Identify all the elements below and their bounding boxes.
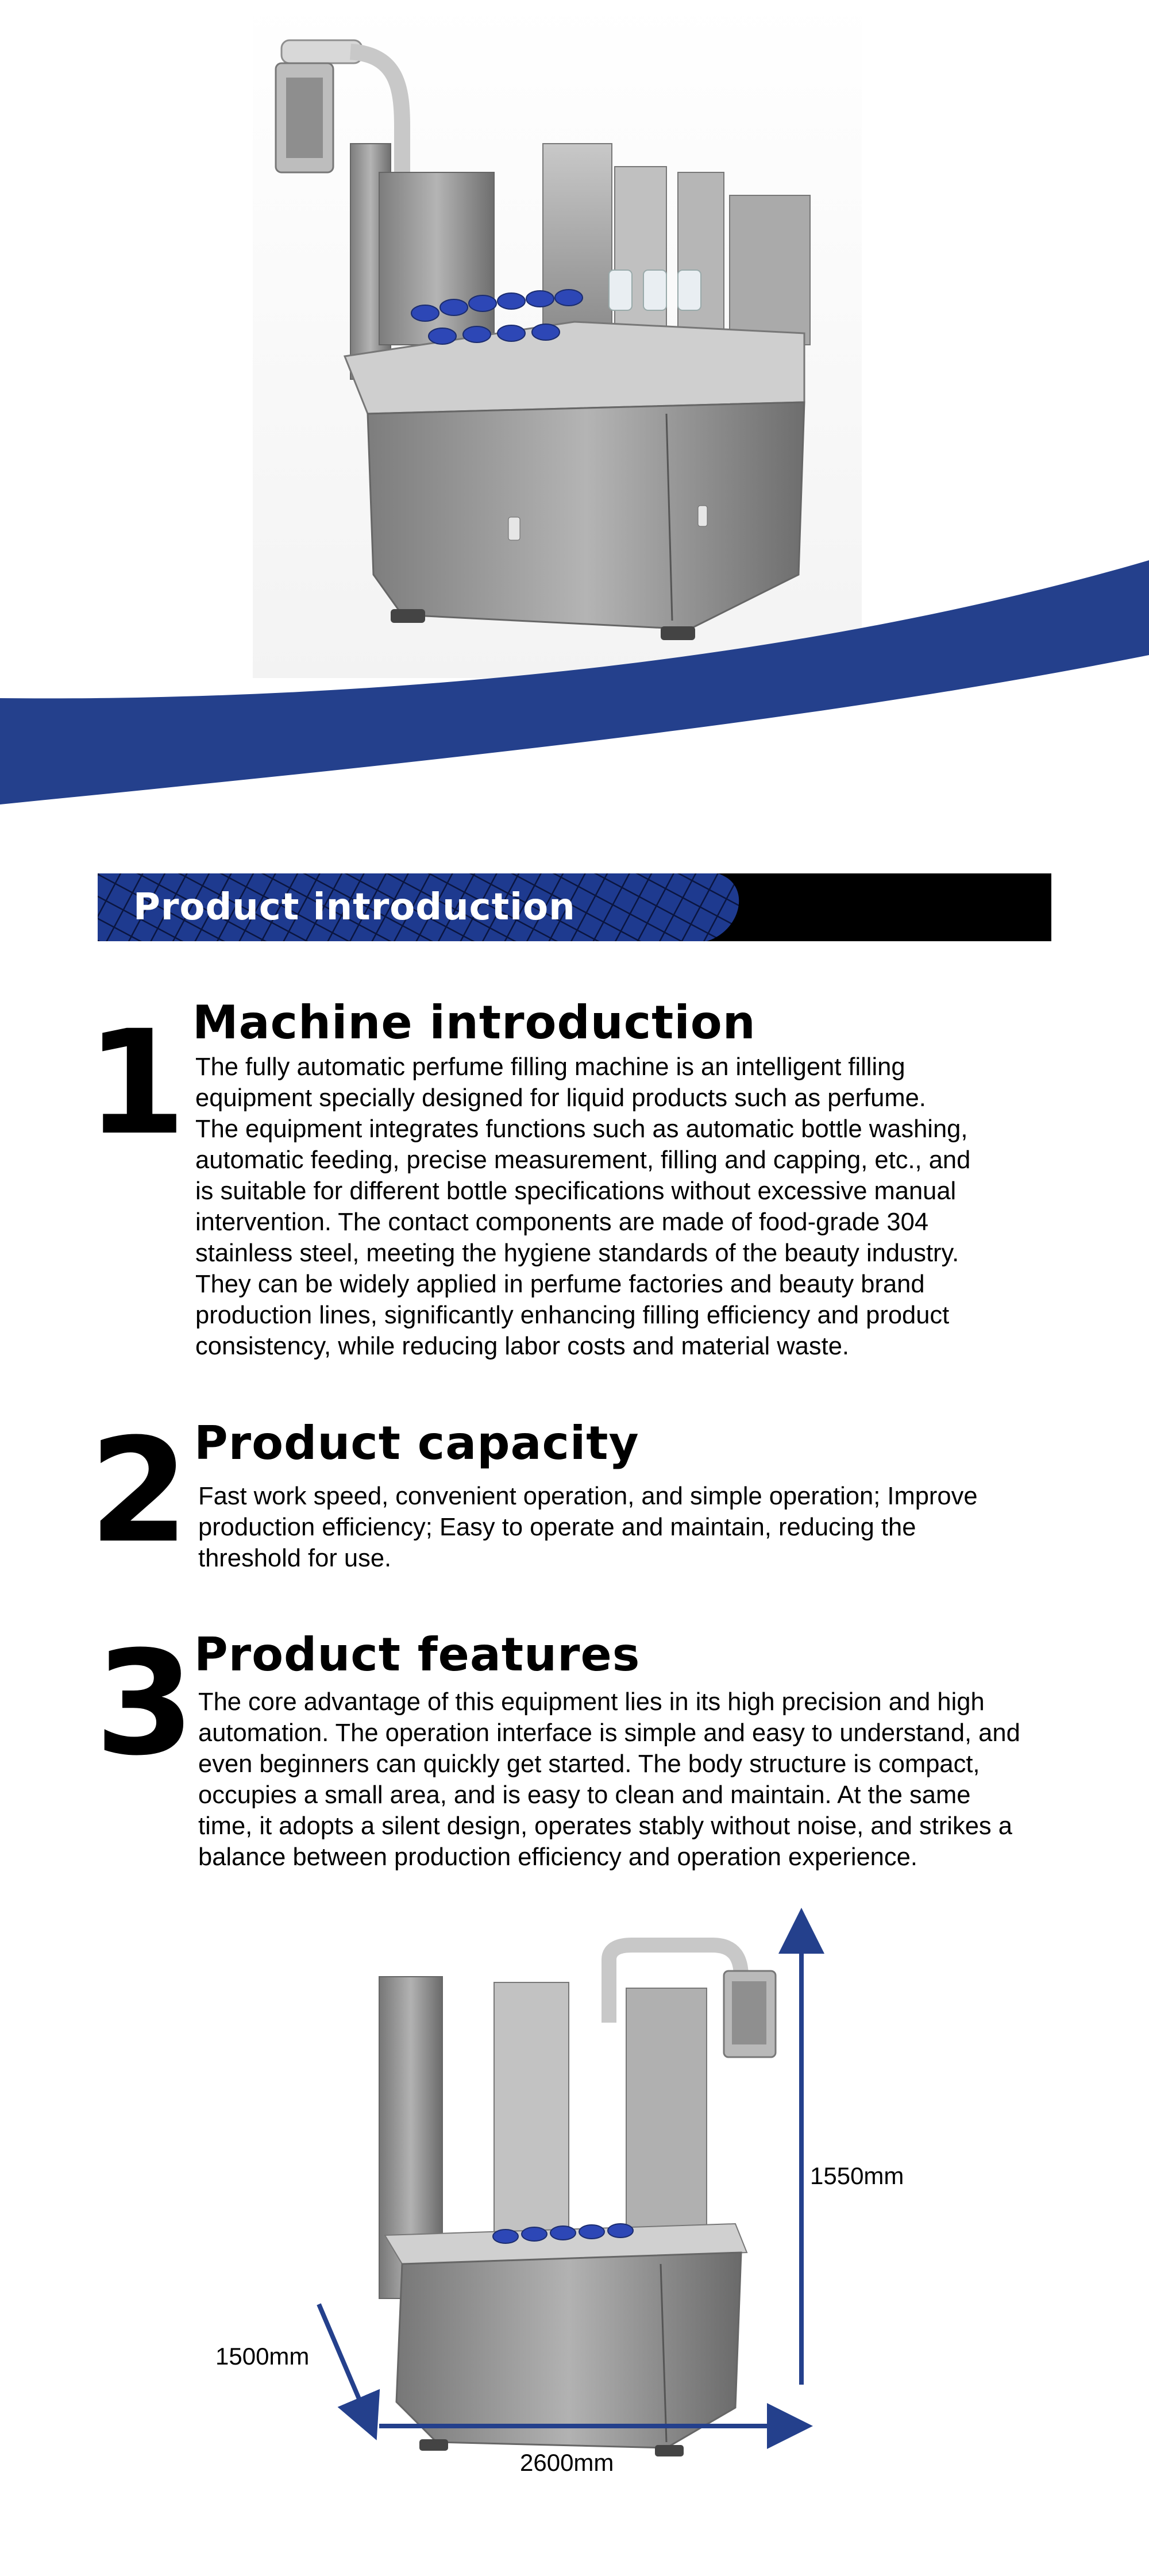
- paragraph-line: production efficiency; Easy to operate and maintain, reducing the: [198, 1514, 916, 1541]
- paragraph-line: balance between production efficiency and operation experience.: [198, 1843, 917, 1871]
- paragraph-line: production lines, significantly enhancing filling efficiency and product: [195, 1302, 950, 1329]
- paragraph-line: occupies a small area, and is easy to clean and maintain. At the same: [198, 1781, 971, 1809]
- paragraph-line: threshold for use.: [198, 1545, 392, 1572]
- paragraph-line: equipment specially designed for liquid products such as perfume.: [195, 1084, 926, 1112]
- section-number: 3: [95, 1620, 195, 1787]
- paragraph-line: even beginners can quickly get started. The body structure is compact,: [198, 1750, 980, 1778]
- dimension-width-label: 2600mm: [520, 2449, 614, 2476]
- paragraph-line: automatic feeding, precise measurement, filling and capping, etc., and: [195, 1146, 971, 1174]
- hero-section: [0, 0, 1149, 816]
- dimension-depth-label: 1500mm: [215, 2343, 310, 2370]
- paragraph-line: Fast work speed, convenient operation, and simple operation; Improve: [198, 1483, 978, 1510]
- paragraph-line: intervention. The contact components are made of food-grade 304: [195, 1208, 929, 1236]
- paragraph-line: consistency, while reducing labor costs and material waste.: [195, 1333, 849, 1360]
- section-number: 2: [89, 1407, 189, 1574]
- paragraph-line: The core advantage of this equipment lies in its high precision and high: [198, 1688, 985, 1716]
- section-heading: Machine introduction: [192, 996, 756, 1049]
- hero-machine-image: [0, 0, 1149, 816]
- paragraph-line: The fully automatic perfume filling machine is an intelligent filling: [195, 1053, 905, 1081]
- dimension-height-label: 1550mm: [810, 2162, 904, 2189]
- paragraph-line: automation. The operation interface is simple and easy to understand, and: [198, 1719, 1020, 1747]
- section-heading: Product features: [194, 1628, 641, 1681]
- paragraph-line: The equipment integrates functions such as automatic bottle washing,: [195, 1115, 968, 1143]
- section-paragraph: [198, 1686, 1060, 1873]
- paragraph-line: stainless steel, meeting the hygiene standards of the beauty industry.: [195, 1239, 959, 1267]
- paragraph-line: is suitable for different bottle specifications without excessive manual: [195, 1177, 957, 1205]
- section-number: 1: [86, 999, 186, 1166]
- section-banner: [98, 873, 1051, 941]
- paragraph-line: time, it adopts a silent design, operates stably without noise, and strikes a: [198, 1812, 1012, 1840]
- section-paragraph: [198, 1481, 1043, 1574]
- paragraph-line: They can be widely applied in perfume factories and beauty brand: [195, 1270, 925, 1298]
- section-heading: Product capacity: [194, 1416, 639, 1470]
- section-paragraph: [195, 1052, 1040, 1362]
- banner-title: Product introduction: [133, 886, 576, 929]
